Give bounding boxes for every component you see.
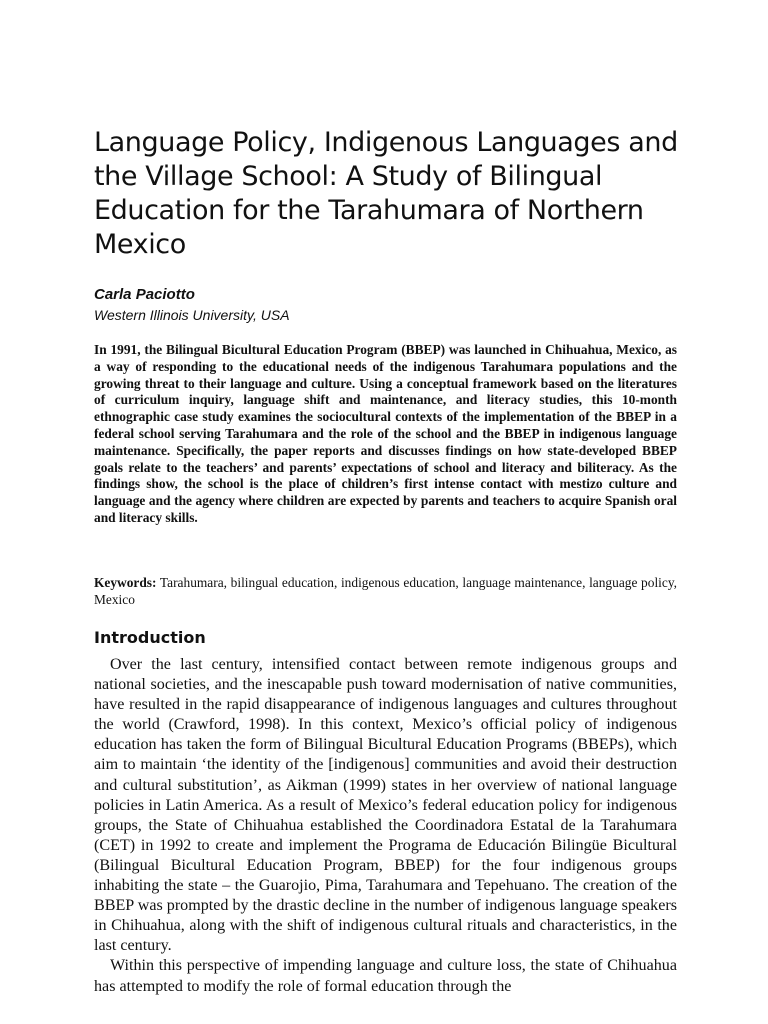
keywords bbox=[94, 574, 677, 608]
introduction-body bbox=[94, 655, 677, 997]
author-name: Carla Paciotto bbox=[94, 286, 195, 303]
article-title: Language Policy, Indigenous Languages and the Village School: A Study of Bilingual Education for the Tarahumara of Northern Mexico bbox=[94, 127, 678, 260]
section-heading-introduction: Introduction bbox=[94, 628, 206, 647]
abstract: In 1991, the Bilingual Bicultural Education Program (BBEP) was launched in Chihuahua, Mexico, as a way of responding to the educational needs of the indigenous Tarahumara populations and the growing threat to their language and culture. Using a conceptual framework based on the literatures of curriculum inquiry, language shift and maintenance, and literacy studies, this 10-month ethnographic case study examines the sociocultural contexts of the implementation of the BBEP in a federal school serving Tarahumara and the role of the school and the BBEP in indigenous language maintenance. Specifically, the paper reports and discusses findings on how state-developed BBEP goals relate to the teachers’ and parents’ expectations of school and literacy and biliteracy. As the findings show, the school is the place of children’s first intense contact with mestizo culture and language and the agency where children are expected by parents and teachers to acquire Spanish oral and literacy skills. bbox=[94, 342, 677, 525]
keywords-text: Tarahumara, bilingual education, indigenous education, language maintenance, language policy, Mexico bbox=[94, 575, 677, 607]
body-paragraph: Over the last century, intensified contact between remote indigenous groups and national societies, and the inescapable push toward modernisation of native communities, have resulted in the rapid disappearance of indigenous languages and cultures throughout the world (Crawford, 1998). In this context, Mexico’s official policy of indigenous education has taken the form of Bilingual Bicultural Education Programs (BBEPs), which aim to maintain ‘the identity of the [indigenous] communities and avoid their destruction and cultural substitution’, as Aikman (1999) states in her overview of national language policies in Latin America. As a result of Mexico’s federal education policy for indigenous groups, the State of Chihuahua established the Coordinadora Estatal de la Tarahumara (CET) in 1992 to create and implement the Programa de Educación Bilingüe Bicultural (Bilingual Bicultural Education Program, BBEP) for the four indigenous groups inhabiting the state – the Guarojio, Pima, Tarahumara and Tepehuano. The creation of the BBEP was prompted by the drastic decline in the number of indigenous language speakers in Chihuahua, along with the shift of indigenous cultural rituals and characteristics, in the last century. bbox=[94, 656, 677, 955]
author-affiliation: Western Illinois University, USA bbox=[94, 307, 290, 323]
body-paragraph: Within this perspective of impending language and culture loss, the state of Chihuahua has attempted to modify the role of formal education through the bbox=[94, 957, 677, 995]
keywords-label: Keywords: bbox=[94, 575, 157, 590]
